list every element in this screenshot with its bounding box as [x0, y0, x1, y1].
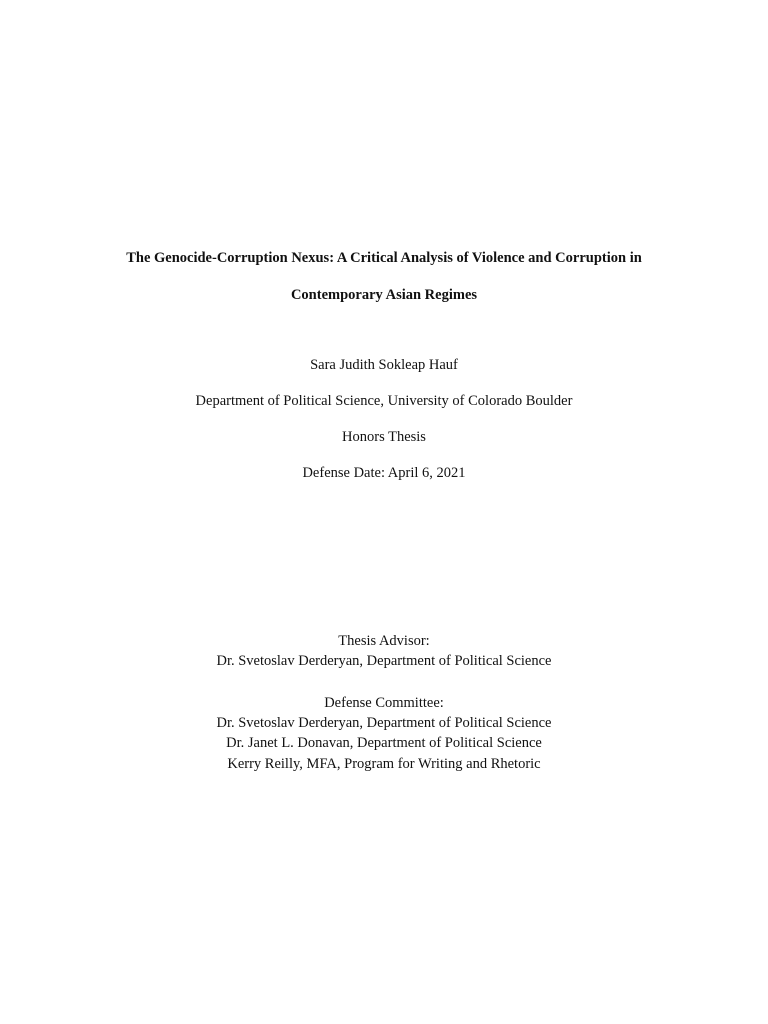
title-line-1: The Genocide-Corruption Nexus: A Critical Analysis of Violence and Corruption in	[126, 250, 642, 266]
committee-heading: Defense Committee:	[324, 695, 444, 711]
committee-member: Kerry Reilly, MFA, Program for Writing and Rhetoric	[227, 756, 541, 772]
thesis-type: Honors Thesis	[342, 429, 426, 445]
title-line-2: Contemporary Asian Regimes	[290, 287, 478, 303]
author-name: Sara Judith Sokleap Hauf	[310, 357, 458, 373]
committee-member: Dr. Janet L. Donavan, Department of Political Science	[226, 735, 542, 751]
advisor-name: Dr. Svetoslav Derderyan, Department of Political Science	[216, 653, 552, 669]
defense-date: Defense Date: April 6, 2021	[302, 465, 466, 481]
committee-member: Dr. Svetoslav Derderyan, Department of Political Science	[216, 715, 552, 731]
department-affiliation: Department of Political Science, University of Colorado Boulder	[195, 393, 573, 409]
advisor-heading: Thesis Advisor:	[338, 633, 430, 649]
